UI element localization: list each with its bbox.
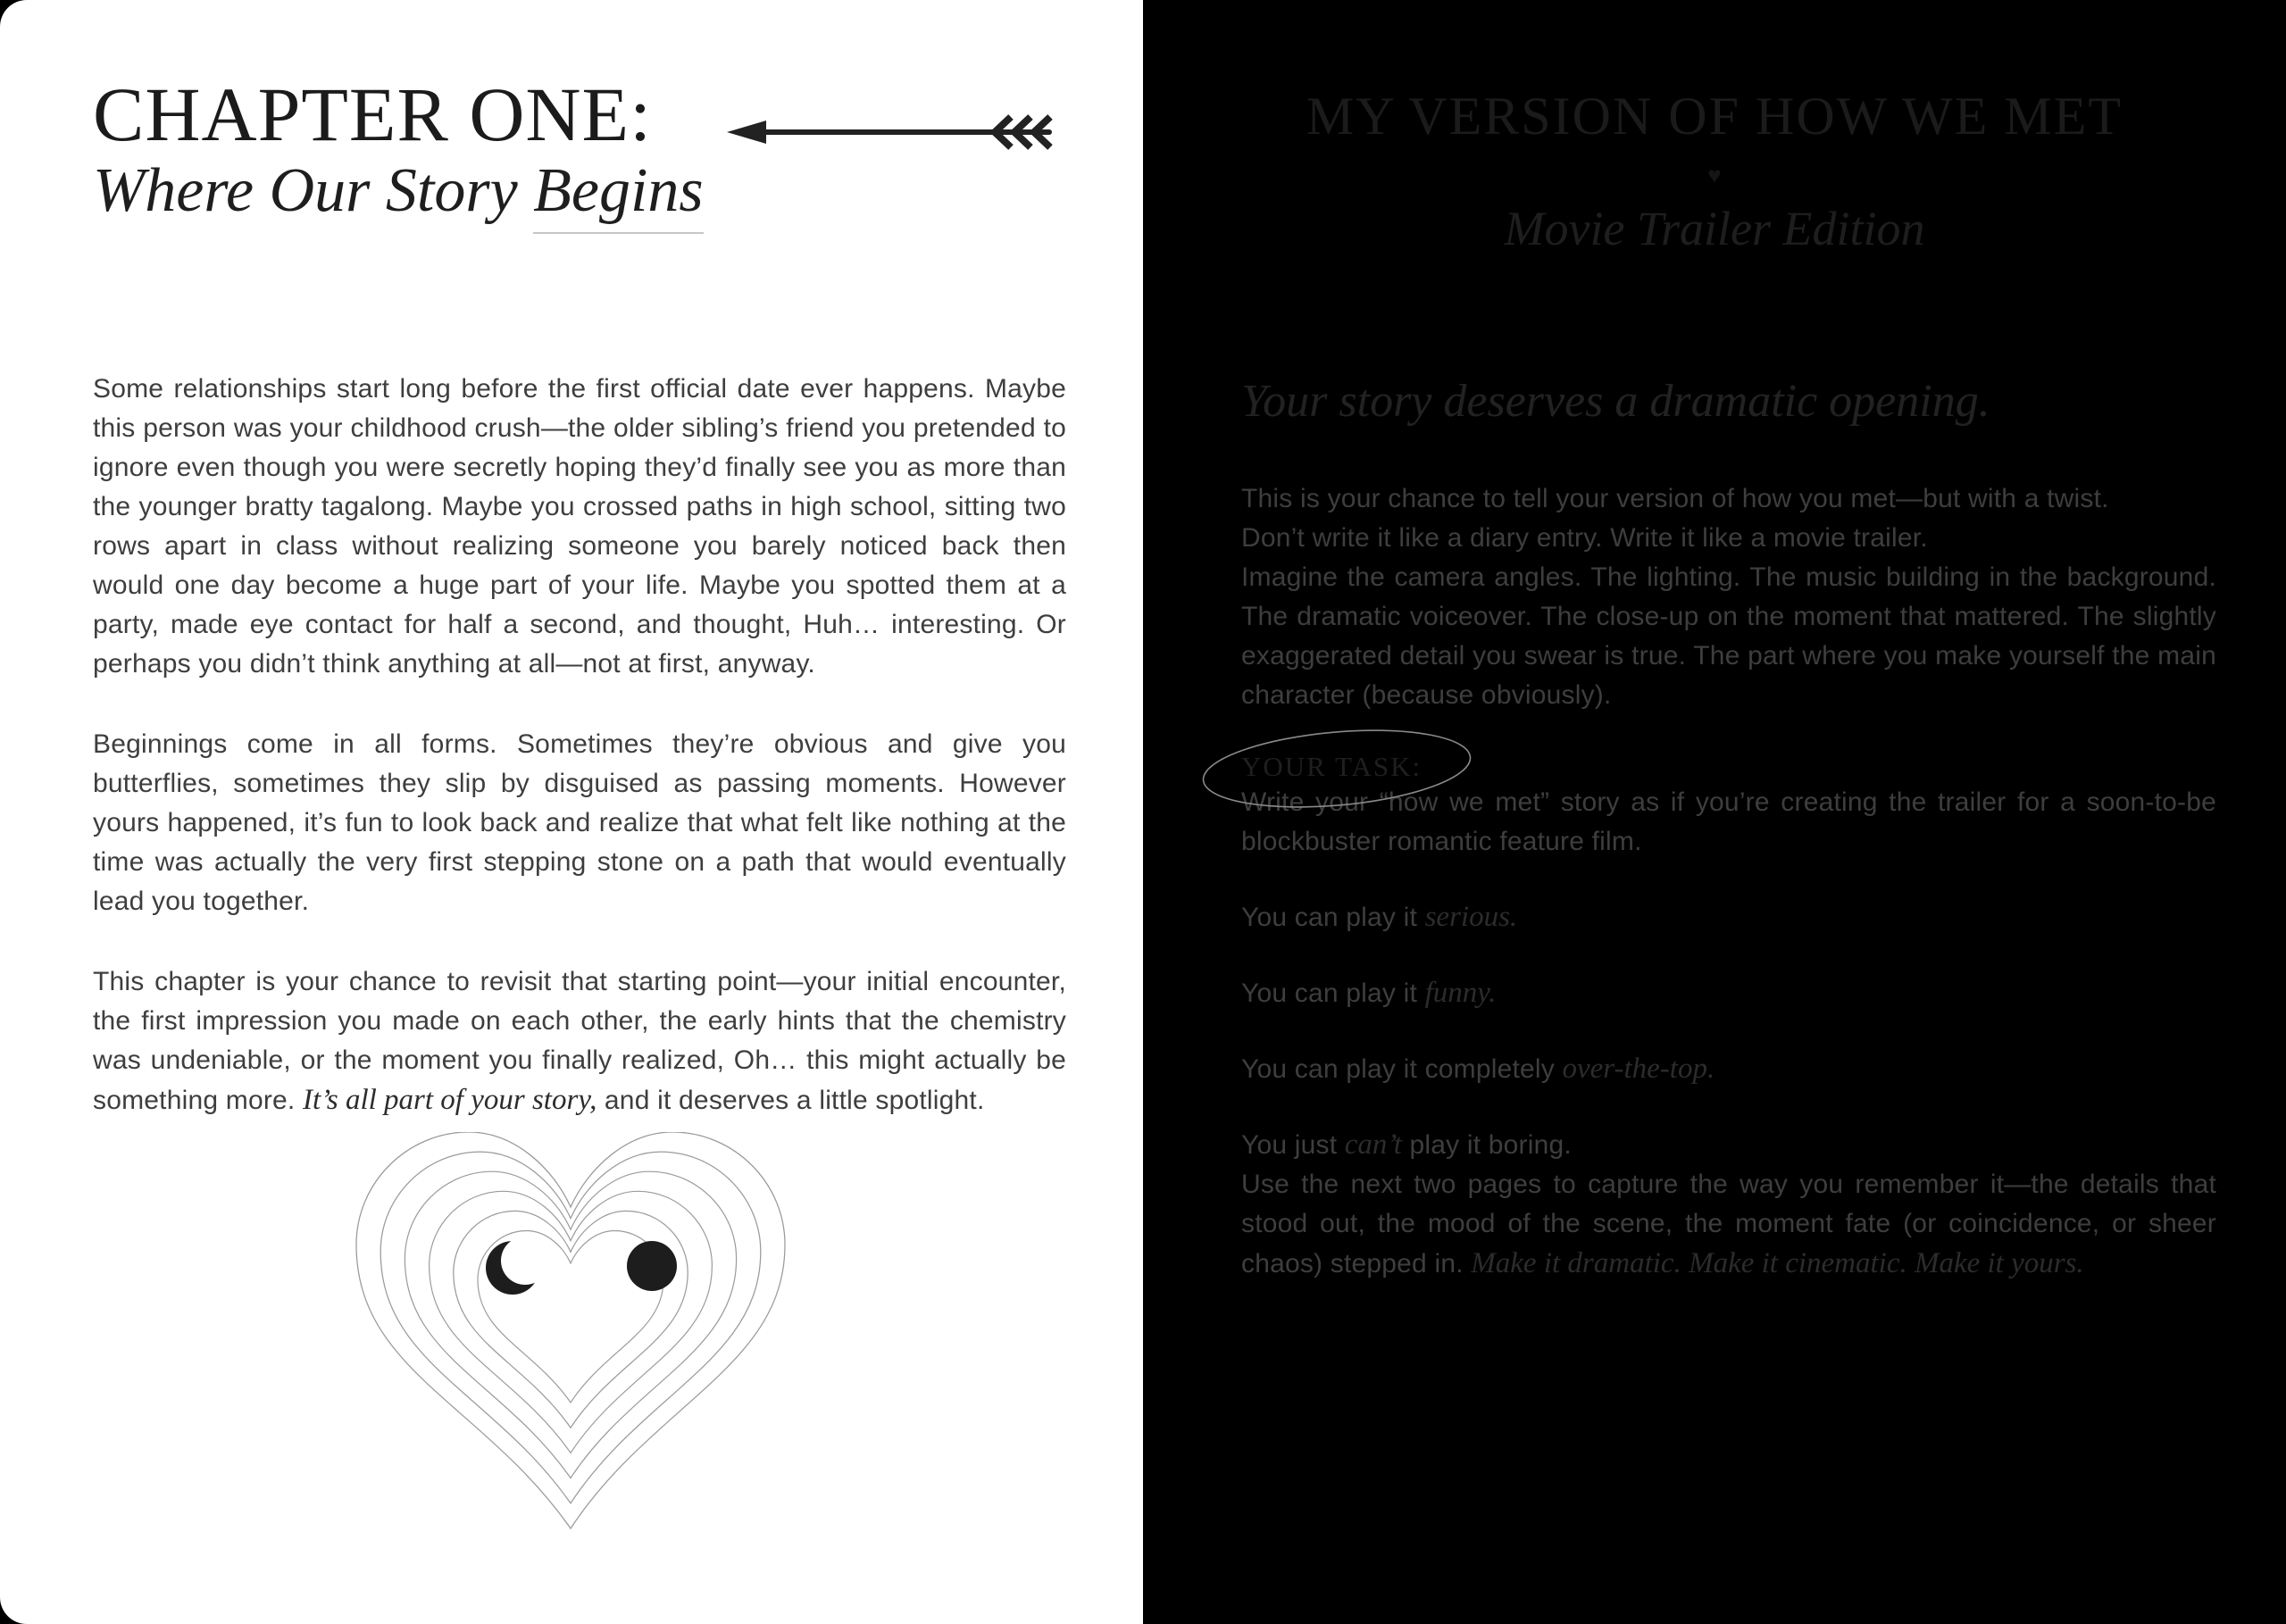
concentric-heart-icon <box>355 1132 786 1536</box>
full-moon-circle-icon <box>627 1241 677 1291</box>
play-line-over-the-top: You can play it completely over-the-top. <box>1241 1053 1715 1085</box>
paragraph-beginnings-2: Beginnings come in all forms. Sometimes they’re obvious and give you butterflies, sometimes they slip by disguised as passing moments. However yours happened, it’s fun to look back and realize that what felt like nothing at the time was actually the very first stepping stone on a path that would eventually lead you together. <box>93 729 1066 916</box>
chapter-subtitle-underlined: Begins <box>533 156 704 234</box>
right-page-header <box>1143 86 2286 256</box>
chapter-subtitle <box>93 156 704 225</box>
crescent-moon-icon <box>486 1237 549 1295</box>
edition-subtitle: Movie Trailer Edition <box>1504 202 1925 255</box>
heart-divider-icon: ♥ <box>1707 162 1722 188</box>
play-line-funny: You can play it funny. <box>1241 977 1497 1009</box>
left-body-text <box>93 370 1066 1162</box>
closing-paragraph: Use the next two pages to capture the way you remember it—the details that stood out, the mood of the scene, the moment fate (or coincidence, or sheer chaos) stepped in. Make it dramatic. Make it cinematic. Make it yours. <box>1241 1170 2216 1279</box>
chapter-header <box>93 71 704 226</box>
intro-line-1: This is your chance to tell your version of how you met—but with a twist. <box>1241 484 2109 513</box>
paragraph-beginnings-3: This chapter is your chance to revisit that starting point—your initial encounter, the first impression you made on each other, the early hints that the chemistry was undeniable, or the moment you finally realized, Oh… this might actually be something more. It’s all part of your story, and it deserves a little spotlight. <box>93 967 1066 1116</box>
arrow-icon <box>725 111 1068 154</box>
right-page <box>1143 0 2286 1624</box>
play-line-serious: You can play it serious. <box>1241 901 1518 933</box>
paragraph-beginnings-1: Some relationships start long before the first official date ever happens. Maybe this person was your childhood crush—the older sibling’s friend you pretended to ignore even though you were secretly hoping they’d finally see you as more than the younger bratty tagalong. Maybe you crossed paths in high school, sitting two rows apart in class without realizing someone you barely noticed back then would one day become a huge part of your life. Maybe you spotted them at a party, made eye contact for half a second, and thought, Huh… interesting. Or perhaps you didn’t think anything at all—not at first, anyway. <box>93 374 1066 679</box>
heart-lineart-illustration <box>355 1132 786 1536</box>
left-arrow-icon <box>725 111 1068 154</box>
page-title: MY VERSION OF HOW WE MET <box>1306 87 2123 146</box>
task-paragraph: Write your “how we met” story as if you’re creating the trailer for a soon-to-be blockbuster romantic feature film. <box>1241 787 2216 856</box>
play-line-boring: You just can’t play it boring. <box>1241 1128 1572 1161</box>
right-body-text <box>1241 375 2216 1284</box>
opening-heading: Your story deserves a dramatic opening. <box>1241 376 1990 427</box>
chapter-title: CHAPTER ONE: <box>93 71 652 157</box>
chapter-subtitle-start: Where Our Story <box>93 156 534 226</box>
imagine-paragraph: Imagine the camera angles. The lighting. The music building in the background. The dramatic voiceover. The close-up on the moment that mattered. The slightly exaggerated detail you swear is true. The part where you make yourself the main character (because obviously). <box>1241 562 2216 710</box>
task-label: YOUR TASK: <box>1241 751 1422 782</box>
task-label-group <box>1241 751 1422 783</box>
intro-line-2: Don’t write it like a diary entry. Write it like a movie trailer. <box>1241 523 1928 553</box>
